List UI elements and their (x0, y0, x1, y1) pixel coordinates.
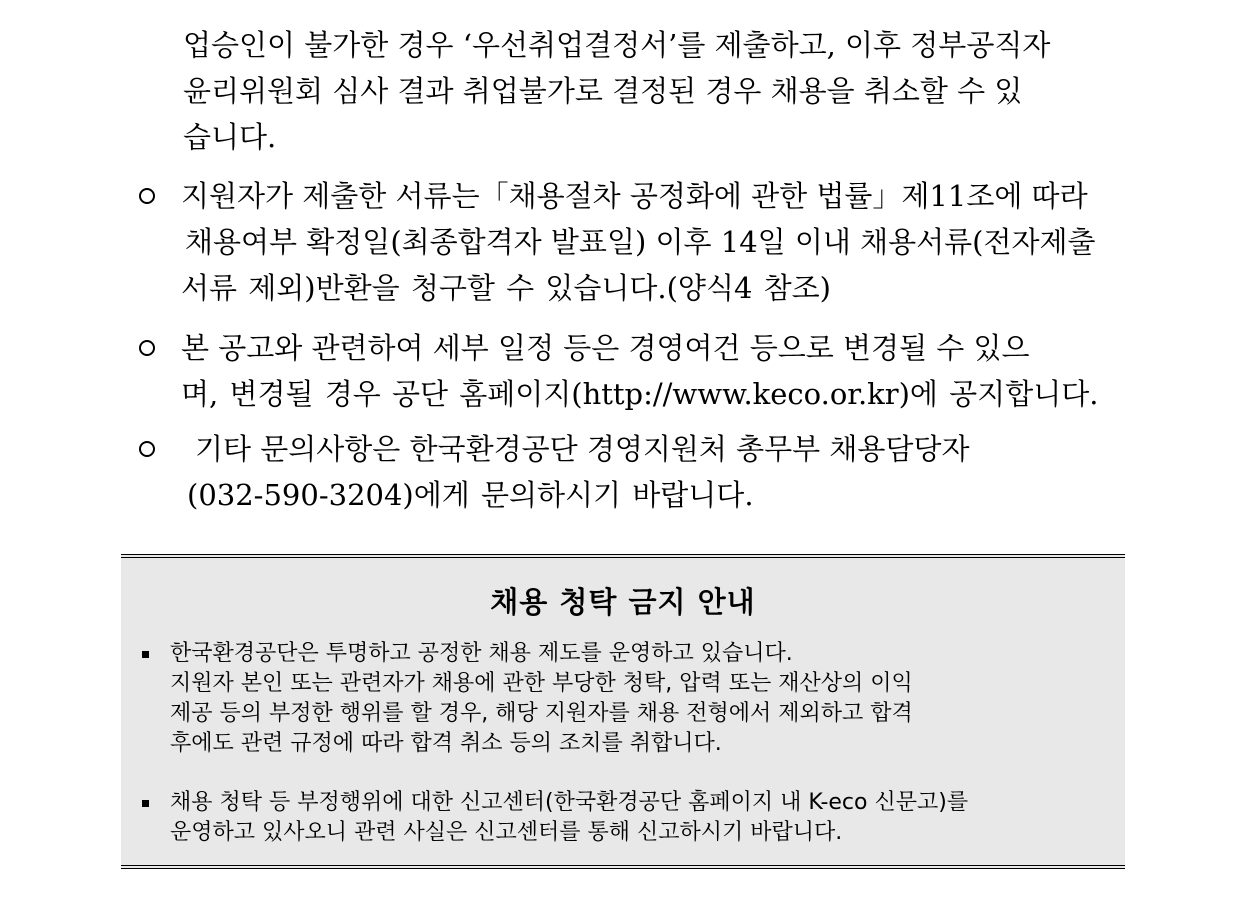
text-line: 제공 등의 부정한 행위를 할 경우, 해당 지원자를 채용 전형에서 제외하고 합격 (170, 701, 913, 726)
text-line: 후에도 관련 규정에 따라 합격 취소 등의 조치를 취합니다. (170, 731, 722, 756)
text-line: 윤리위원회 심사 결과 취업불가로 결정된 경우 채용을 취소할 수 있 (183, 74, 1023, 108)
square-bullet-icon (142, 800, 149, 807)
text-line: (032-590-3204)에게 문의하시기 바랍니다. (187, 478, 754, 512)
text-line: 지원자가 제출한 서류는「채용절차 공정화에 관한 법률」제11조에 따라 (181, 179, 1088, 213)
notice-item-documents (181, 173, 1123, 311)
text-line: 채용 청탁 등 부정행위에 대한 신고센터(한국환경공단 홈페이지 내 K-eco 신문고)를 (170, 790, 969, 815)
notice-item-schedule (181, 325, 1123, 417)
circle-bullet-icon (139, 441, 155, 457)
text-line: 기타 문의사항은 한국환경공단 경영지원처 총무부 채용담당자 (195, 432, 970, 466)
text-line: 지원자 본인 또는 관련자가 채용에 관한 부당한 청탁, 압력 또는 재산상의 이익 (170, 671, 913, 696)
text-line: 습니다. (183, 120, 277, 154)
text-line: 며, 변경될 경우 공단 홈페이지(http://www.keco.or.kr)에 공지합니다. (181, 377, 1099, 411)
text-line: 채용여부 확정일(최종합격자 발표일) 이후 14일 이내 채용서류(전자제출 (185, 225, 1096, 259)
circle-bullet-icon (139, 188, 155, 204)
square-bullet-icon (142, 651, 149, 658)
text-line: 서류 제외)반환을 청구할 수 있습니다.(양식4 참조) (181, 271, 831, 305)
text-line: 업승인이 불가한 경우 ‘우선취업결정서’를 제출하고, 이후 정부공직자 (183, 28, 1051, 62)
notice-bullet-fairness (170, 639, 913, 759)
text-line: 본 공고와 관련하여 세부 일정 등은 경영여건 등으로 변경될 수 있으 (181, 331, 1030, 365)
continuation-paragraph (183, 22, 1123, 160)
text-line: 운영하고 있사오니 관련 사실은 신고센터를 통해 신고하시기 바랍니다. (170, 820, 843, 845)
notice-item-contact (187, 426, 1123, 518)
solicitation-notice-box (121, 554, 1125, 869)
circle-bullet-icon (139, 340, 155, 356)
text-line: 한국환경공단은 투명하고 공정한 채용 제도를 운영하고 있습니다. (170, 641, 793, 666)
notice-box-title: 채용 청탁 금지 안내 (490, 585, 756, 619)
notice-bullet-report-center (170, 788, 968, 848)
